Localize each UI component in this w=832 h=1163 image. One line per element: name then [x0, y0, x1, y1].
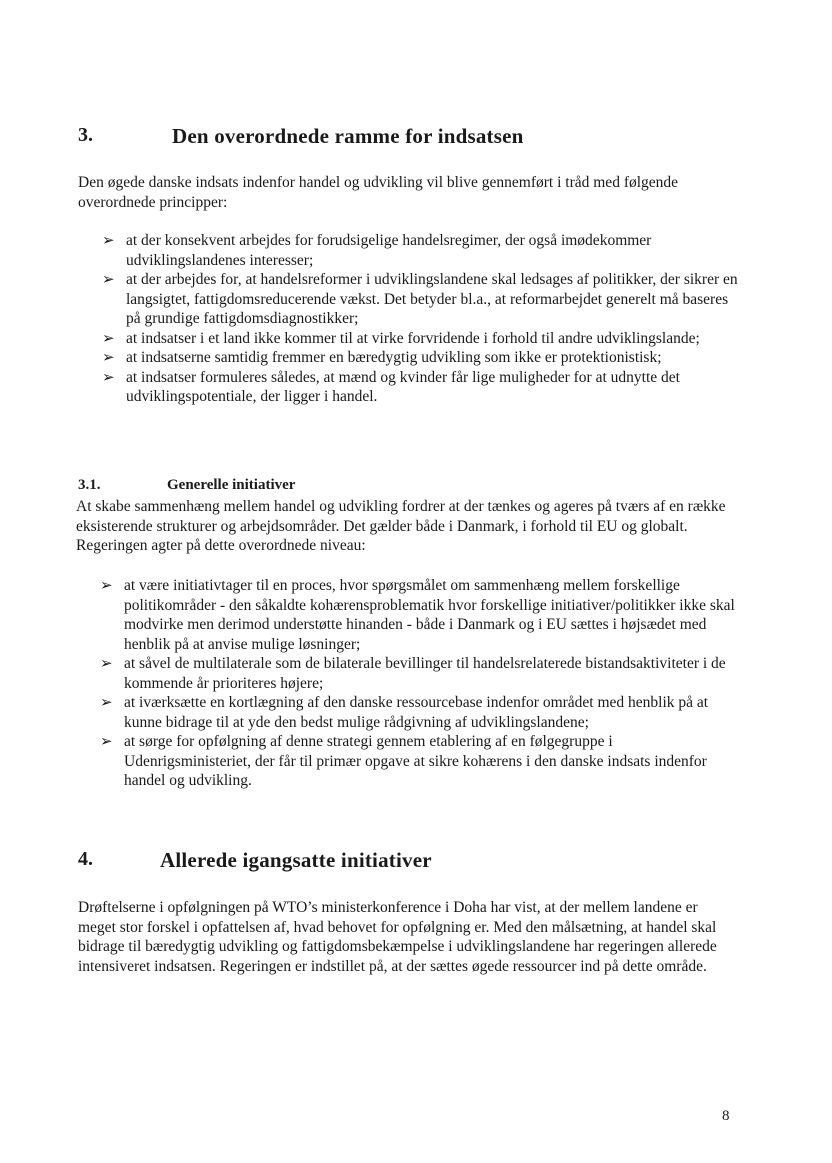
- page-number: 8: [722, 1108, 730, 1124]
- section-4-intro: Drøftelserne i opfølgningen på WTO’s ministerkonference i Doha har vist, at der mellem landene er meget stor forskel i opfattelsen af, hvad behovet for opfølgning er. Med den målsætning, at handel skal bidrage til bæredygtig udvikling og fattigdomsbekæmpelse i udviklingslandene har regeringen allerede intensiveret indsatsen. Regeringen er indstillet på, at der sættes øgede ressourcer ind på dette område.: [78, 899, 717, 975]
- section-4-title: Allerede igangsatte initiativer: [160, 848, 432, 872]
- arrowhead-bullet-icon: ➢: [100, 693, 113, 711]
- section-3-1-bullet-list: [100, 576, 740, 791]
- list-item: [100, 693, 740, 732]
- list-item: [100, 654, 740, 693]
- arrowhead-bullet-icon: ➢: [100, 732, 113, 750]
- section-4-number: 4.: [78, 848, 93, 870]
- list-item: [100, 576, 740, 654]
- arrowhead-bullet-icon: ➢: [102, 328, 115, 347]
- section-3-1-number: 3.1.: [78, 477, 101, 493]
- list-item: [102, 270, 742, 329]
- section-3-title: Den overordnede ramme for indsatsen: [172, 124, 524, 148]
- list-item-text: at der arbejdes for, at handelsreformer i udviklingslandene skal ledsages af politikker, der sikrer en langsigtet, fattigdomsreducerende vækst. Det betyder bl.a., at reformarbejdet generelt må baseres på grundige fattigdomsdiagnostikker;: [126, 271, 738, 327]
- arrowhead-bullet-icon: ➢: [100, 576, 113, 594]
- list-item-text: at sørge for opfølgning af denne strategi gennem etablering af en følgegruppe i Udenrigsministeriet, der får til primær opgave at sikre kohærens i den danske indsats indenfor handel og udvikling.: [124, 733, 707, 789]
- arrowhead-bullet-icon: ➢: [102, 270, 115, 288]
- arrowhead-bullet-icon: ➢: [100, 654, 113, 672]
- arrowhead-bullet-icon: ➢: [102, 231, 115, 249]
- section-3-number: 3.: [78, 124, 93, 146]
- section-3-intro: Den øgede danske indsats indenfor handel og udvikling vil blive gennemført i tråd med følgende overordnede principper:: [78, 174, 679, 211]
- list-item-text: at være initiativtager til en proces, hvor spørgsmålet om sammenhæng mellem forskellige politikområder - den såkaldte kohærensproblematik hvor forskellige initiativer/politikker ikke skal modvirke men derimod understøtte hinanden - både i Danmark og i EU sættes i højsædet med henblik på at anvise mulige løsninger;: [124, 577, 735, 653]
- section-3-bullet-list: [102, 231, 742, 407]
- list-item: [102, 348, 742, 368]
- list-item: [100, 732, 740, 791]
- arrowhead-bullet-icon: ➢: [102, 348, 115, 366]
- list-item: [102, 368, 742, 407]
- list-item-text: at såvel de multilaterale som de bilaterale bevillinger til handelsrelaterede bistandsaktiviteter i de kommende år prioriteres højere;: [124, 655, 726, 692]
- list-item: [102, 231, 742, 270]
- list-item-text: at indsatserne samtidig fremmer en bæredygtig udvikling som ikke er protektionistisk;: [126, 349, 662, 366]
- list-item-text: at indsatser i et land ikke kommer til at virke forvridende i forhold til andre udviklingslande;: [126, 329, 700, 347]
- list-item-text: at indsatser formuleres således, at mænd og kvinder får lige muligheder for at udnytte det udviklingspotentiale, der ligger i handel.: [126, 368, 680, 405]
- arrowhead-bullet-icon: ➢: [102, 367, 115, 386]
- section-3-1-title: Generelle initiativer: [167, 477, 296, 493]
- section-3-1-intro: At skabe sammenhæng mellem handel og udvikling fordrer at der tænkes og ageres på tværs af en række eksisterende strukturer og arbejdsområder. Det gælder både i Danmark, i forhold til EU og globalt. Regeringen agter på dette overordnede niveau:: [76, 498, 726, 554]
- list-item: [102, 329, 742, 349]
- list-item-text: at iværksætte en kortlægning af den danske ressourcebase indenfor området med henblik på at kunne bidrage til at yde den bedst mulige rådgivning af udviklingslandene;: [124, 694, 709, 731]
- list-item-text: at der konsekvent arbejdes for forudsigelige handelsregimer, der også imødekommer udviklingslandenes interesser;: [126, 232, 652, 269]
